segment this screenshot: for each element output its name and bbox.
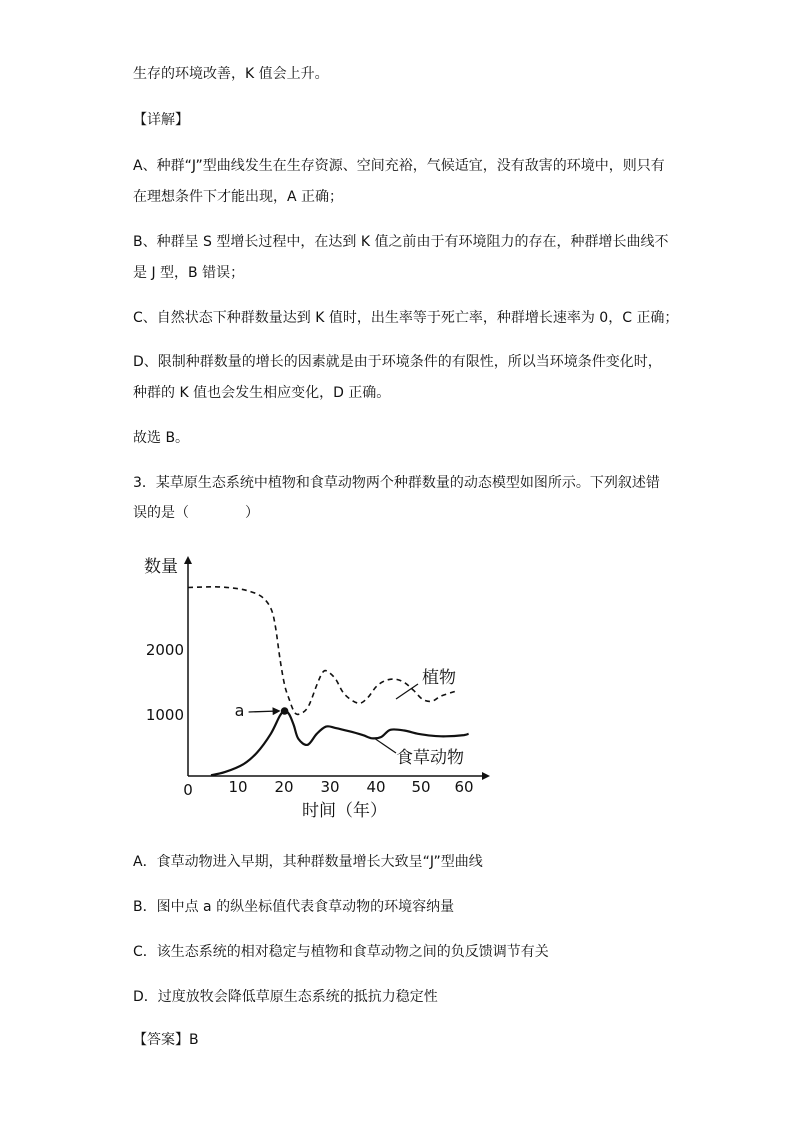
explanation-line-1: 生存的环境改善，K 值会上升。 <box>133 66 329 82</box>
x-tick-label: 0 <box>183 781 193 799</box>
legend-plant-label: 植物 <box>422 668 456 688</box>
y-tick-label: 1000 <box>145 706 184 724</box>
point-a-label: a <box>234 701 245 720</box>
explanation-line-a2: 在理想条件下才能出现，A 正确； <box>133 189 344 205</box>
explanation-line-a1: A、种群“J”型曲线发生在生存资源、空间充裕，气候适宜，没有敌害的环境中，则只有 <box>133 158 665 174</box>
point-a-marker <box>281 707 289 715</box>
option-a[interactable]: A．食草动物进入早期，其种群数量增长大致呈“J”型曲线 <box>133 854 483 870</box>
population-chart <box>130 548 510 828</box>
option-b[interactable]: B．图中点 a 的纵坐标值代表食草动物的环境容纳量 <box>133 899 455 915</box>
option-c[interactable]: C．该生态系统的相对稳定与植物和食草动物之间的负反馈调节有关 <box>133 944 549 960</box>
explanation-line-b1: B、种群呈 S 型增长过程中，在达到 K 值之前由于有环境阻力的存在，种群增长曲线不 <box>133 234 669 250</box>
x-tick-label: 60 <box>454 778 474 796</box>
explanation-line-d1: D、限制种群数量的增长的因素就是由于环境条件的有限性，所以当环境条件变化时， <box>133 354 662 370</box>
point-a-arrow <box>249 711 279 712</box>
x-axis-label: 时间（年） <box>302 801 387 821</box>
x-tick-label: 10 <box>228 778 248 796</box>
explanation-line-d2: 种群的 K 值也会发生相应变化，D 正确。 <box>133 385 391 401</box>
explanation-heading: 【详解】 <box>133 112 189 128</box>
x-tick-label: 30 <box>320 778 340 796</box>
y-axis-label: 数量 <box>144 557 178 577</box>
legend-herbivore-leader <box>374 738 396 753</box>
explanation-conclusion: 故选 B。 <box>133 430 190 446</box>
plant-series-line <box>188 587 455 715</box>
answer-line: 【答案】B <box>133 1032 199 1048</box>
legend-herbivore-label: 食草动物 <box>396 748 464 768</box>
y-tick-label: 2000 <box>145 641 184 659</box>
x-tick-label: 20 <box>274 778 294 796</box>
explanation-line-c: C、自然状态下种群数量达到 K 值时，出生率等于死亡率，种群增长速率为 0，C 正确； <box>133 310 679 326</box>
explanation-line-b2: 是 J 型，B 错误； <box>133 265 245 281</box>
option-d[interactable]: D．过度放牧会降低草原生态系统的抵抗力稳定性 <box>133 989 438 1005</box>
question-stem-line-1: 3．某草原生态系统中植物和食草动物两个种群数量的动态模型如图所示。下列叙述错 <box>133 475 660 491</box>
x-tick-label: 50 <box>411 778 431 796</box>
question-stem-line-2: 误的是（ ） <box>133 505 259 521</box>
x-tick-label: 40 <box>366 778 386 796</box>
